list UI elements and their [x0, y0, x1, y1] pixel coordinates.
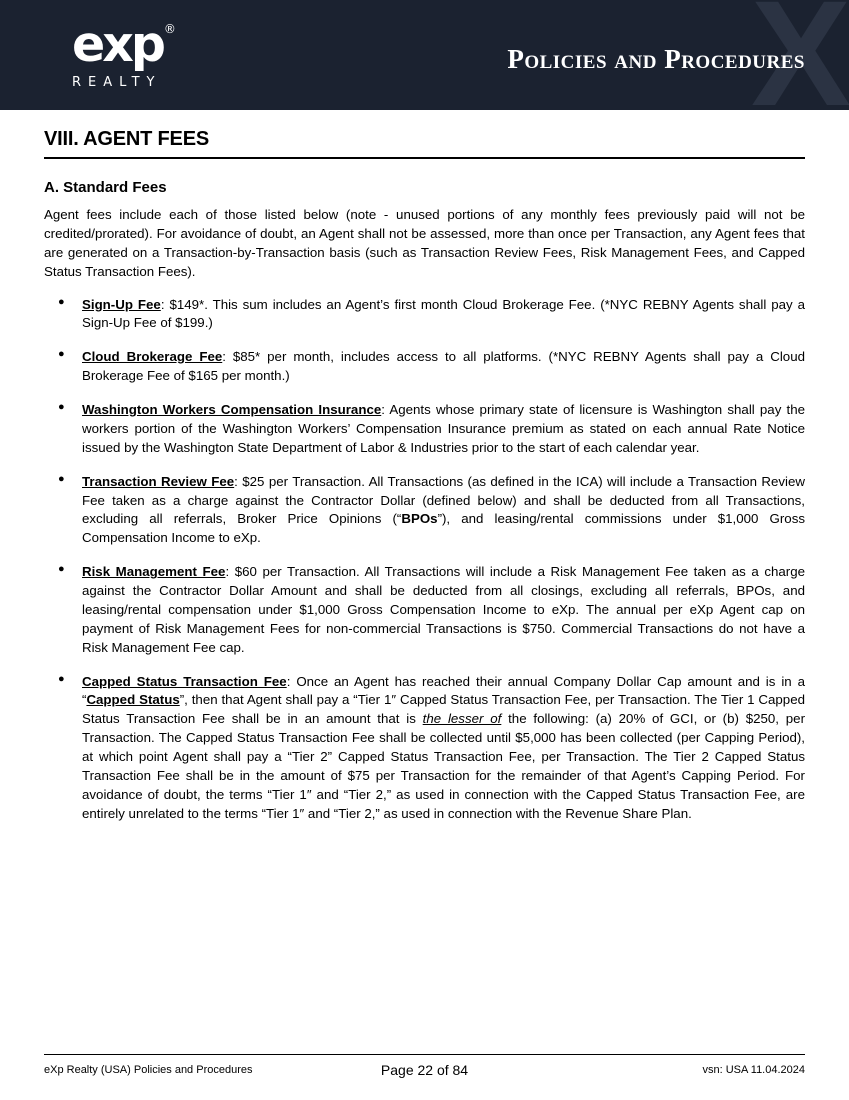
list-item — [44, 673, 805, 824]
list-item — [44, 563, 805, 657]
fee-description: : $60 per Transaction. All Transactions will include a Risk Management Fee taken as a charge against the Contractor Dollar Amount and shall be deducted from all closings, excluding all referrals, BPOs, and leasing/rental compensation under $1,000 Gross Compensation Income to eXp. The annual per eXp Agent cap on payment of Risk Management Fees for non-commercial Transactions is $750. Commercial Transactions do not have a Risk Management Fee cap. — [82, 564, 806, 655]
footer-version: vsn: USA 11.04.2024 — [702, 1064, 806, 1076]
section-heading: VIII. AGENT FEES — [44, 128, 805, 159]
fee-term: Risk Management Fee — [82, 564, 226, 580]
page-footer — [44, 1054, 805, 1078]
registered-trademark-icon: ® — [163, 22, 176, 36]
fee-description-part1: : Once an Agent has reached their annual Company Dollar Cap amount and is in a “ — [82, 673, 805, 708]
fee-description: : $149*. This sum includes an Agent’s first month Cloud Brokerage Fee. (*NYC REBNY Agents shall pay a Sign-Up Fee of $199.) — [82, 296, 805, 331]
logo-subtext: REALTY — [72, 74, 162, 90]
footer-left-text: eXp Realty (USA) Policies and Procedures — [44, 1064, 253, 1076]
fee-inline-italic: the lesser of — [422, 711, 502, 727]
fee-term: Transaction Review Fee — [82, 473, 235, 489]
fee-description-part2: ”), and leasing/rental commissions under $1,000 Gross Compensation Income to eXp. — [82, 511, 805, 546]
fee-description-part1: : $25 per Transaction. All Transactions (as defined in the ICA) will include a Transaction Review Fee taken as a charge against the Contractor Dollar (defined below) and shall be deducted from all Transactions, excluding all referrals, Broker Price Opinions (“ — [82, 473, 805, 527]
list-item — [44, 296, 805, 334]
logo-wordmark-text: exp — [72, 16, 163, 73]
document-title: Policies and Procedures — [507, 44, 805, 74]
document-page — [0, 128, 849, 824]
subsection-heading: A. Standard Fees — [44, 179, 167, 196]
list-item — [44, 401, 805, 458]
logo-wordmark — [72, 16, 176, 73]
fee-term: Cloud Brokerage Fee — [82, 349, 223, 365]
intro-paragraph: Agent fees include each of those listed below (note - unused portions of any monthly fees previously paid will not be credited/prorated). For avoidance of doubt, an Agent shall not be assessed, more than once per Transaction, any Agent fees that are generated on a Transaction-by-Transaction basis (such as Transaction Review Fees, Risk Management Fees, and Capped Status Transaction Fees). — [44, 207, 805, 279]
fee-description: : Agents whose primary state of licensure is Washington shall pay the workers portion of the Washington Workers’ Compensation Insurance premium as stated on each annual Rate Notice issued by the Washington State Department of Labor & Industries prior to the start of each calendar year. — [82, 402, 805, 455]
fee-term: Sign-Up Fee — [82, 296, 161, 312]
fee-description: : $85* per month, includes access to all platforms. (*NYC REBNY Agents shall pay a Cloud Brokerage Fee of $165 per month.) — [82, 349, 805, 384]
fee-inline-term: Capped Status — [86, 692, 180, 708]
list-item — [44, 473, 805, 549]
fee-description-part3: the following: (a) 20% of GCI, or (b) $250, per Transaction. The Capped Status Transaction Fee shall be collected until $5,000 has been collected (per Capping Period), at which point Agent shall pay a “Tier 2” Capped Status Transaction Fee, per Transaction. The Tier 2 Capped Status Transaction Fee shall be in the amount of $75 per Transaction for the remainder of that Agent’s Capping Period. For avoidance of doubt, the terms “Tier 1″ and “Tier 2,” as used in connection with the Capped Status Transaction Fee, are entirely unrelated to the terms “Tier 1″ and “Tier 2,” as used in connection with the Revenue Share Plan. — [82, 711, 806, 821]
page-number: Page 22 of 84 — [380, 1062, 469, 1078]
fee-term: Washington Workers Compensation Insurance — [82, 402, 382, 417]
document-header-banner — [0, 0, 849, 110]
fee-term: Capped Status Transaction Fee — [82, 673, 287, 689]
x-watermark-icon: X — [750, 0, 843, 110]
fee-inline-bold: BPOs — [401, 511, 438, 527]
fee-description-part2: ”, then that Agent shall pay a “Tier 1″ Capped Status Transaction Fee, per Transaction. The Tier 1 Capped Status Transaction Fee shall be in an amount that is — [82, 692, 805, 727]
fee-list — [44, 296, 805, 824]
list-item — [44, 348, 805, 386]
exp-realty-logo — [72, 16, 272, 90]
